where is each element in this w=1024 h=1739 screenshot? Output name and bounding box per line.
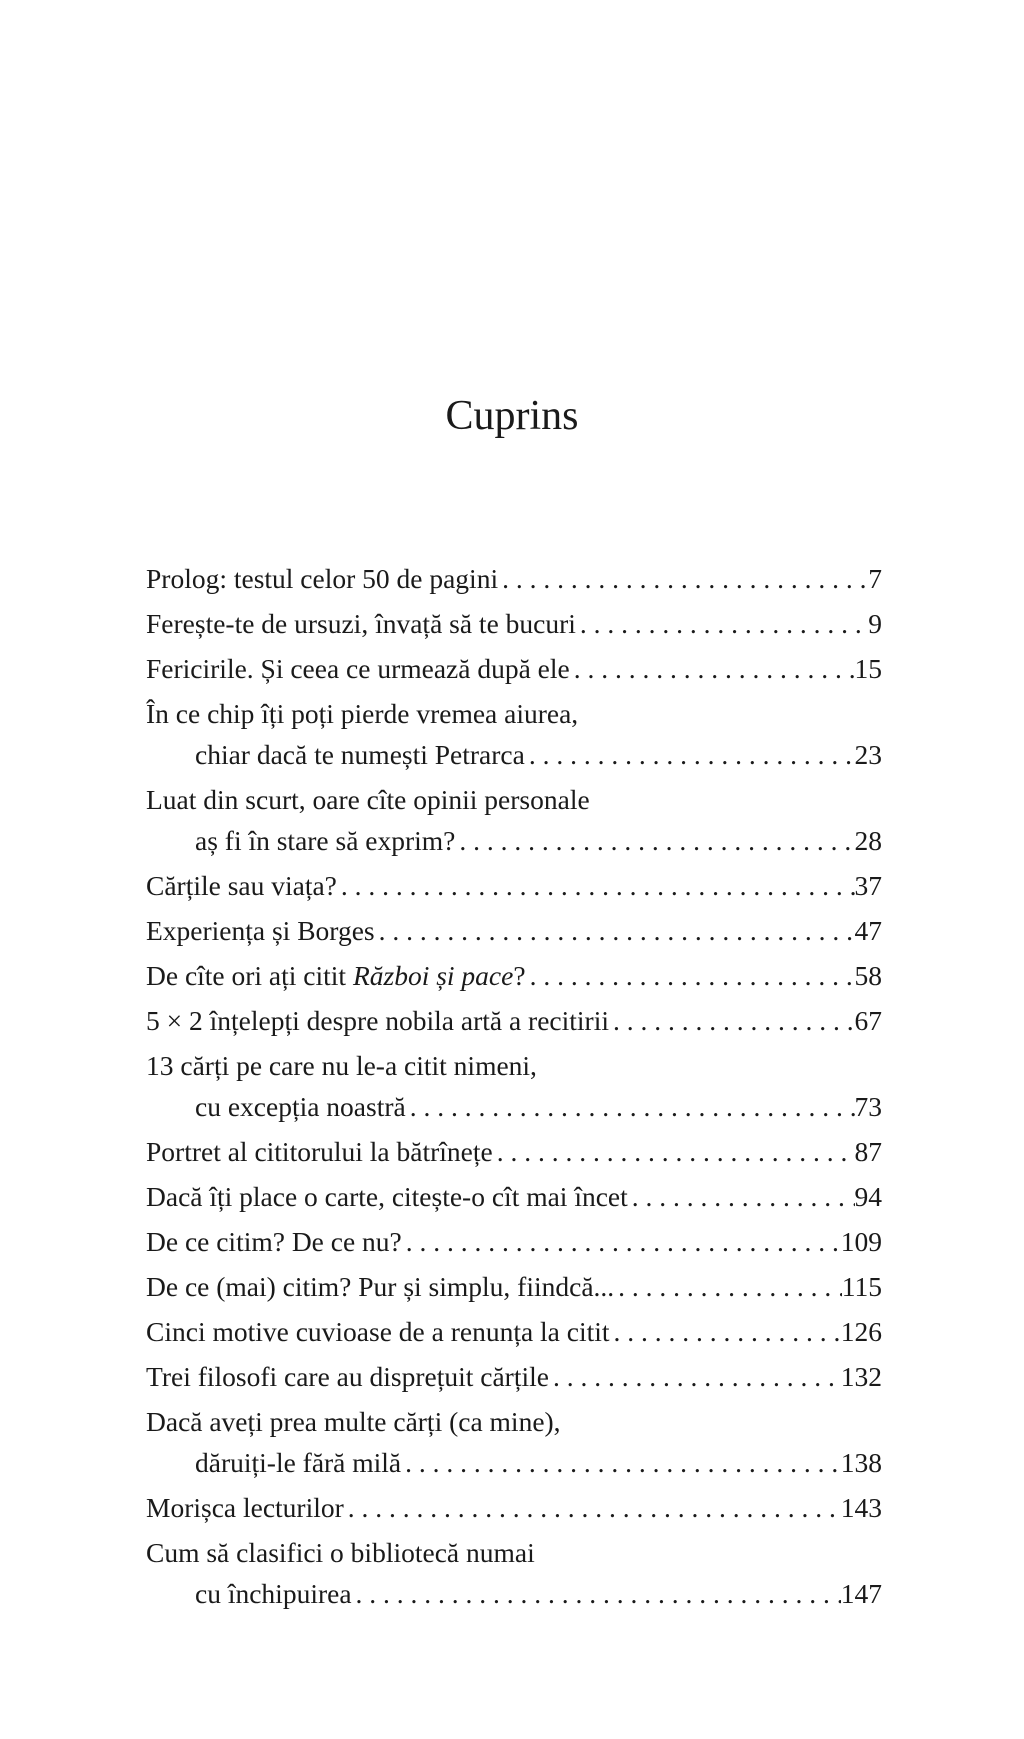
entry-title: aș fi în stare să exprim? (195, 825, 456, 856)
entry-title-text (146, 1356, 549, 1397)
dot-leader (352, 1573, 841, 1614)
toc-entry-line (146, 693, 882, 734)
page-number: 28 (854, 825, 882, 856)
toc-entry-line (146, 1266, 882, 1307)
toc-entry-line (146, 1442, 882, 1483)
entry-title: 13 cărți pe care nu le-a citit nimeni, (146, 1050, 537, 1081)
entry-title-text (146, 1000, 609, 1041)
entry-title: cu excepția noastră (195, 1091, 406, 1122)
entry-title-text (146, 1406, 561, 1437)
dot-leader (337, 865, 855, 906)
page-title: Cuprins (445, 393, 579, 439)
toc-entry-line (146, 1356, 882, 1397)
dot-leader (375, 910, 855, 951)
toc-entry-line (146, 1573, 882, 1614)
entry-title-text (195, 1086, 406, 1127)
toc-entry[interactable] (146, 1311, 882, 1352)
toc-entry-line (146, 1000, 882, 1041)
toc-entry-line (146, 1487, 882, 1528)
dot-leader (493, 1131, 855, 1172)
page-number: 126 (840, 1316, 882, 1347)
dot-leader (570, 648, 855, 689)
entry-title-text (146, 955, 526, 996)
entry-title: 5 × 2 înțelepți despre nobila artă a recitirii (146, 1005, 609, 1036)
entry-title: dăruiți-le fără milă (195, 1447, 402, 1478)
toc-entry-line (146, 558, 882, 599)
dot-leader (628, 1176, 855, 1217)
entry-title: Cum să clasifici o bibliotecă numai (146, 1537, 535, 1568)
entry-title: Cinci motive cuvioase de a renunța la citit (146, 1316, 610, 1347)
dot-leader (610, 1311, 841, 1352)
entry-title: Prolog: testul celor 50 de pagini (146, 563, 499, 594)
dot-leader (344, 1487, 841, 1528)
toc-entry[interactable] (146, 648, 882, 689)
dot-leader (526, 955, 855, 996)
entry-title: Luat din scurt, oare cîte opinii personale (146, 784, 590, 815)
page-number: 67 (854, 1005, 882, 1036)
toc-entry-line (146, 955, 882, 996)
page-number: 23 (854, 739, 882, 770)
toc-entry-line (146, 648, 882, 689)
entry-title-text (195, 734, 525, 775)
toc-entry-line (146, 1221, 882, 1262)
dot-leader (401, 1442, 841, 1483)
toc-entry[interactable] (146, 1176, 882, 1217)
toc-entry-line (146, 1176, 882, 1217)
entry-title: cu închipuirea (195, 1578, 352, 1609)
toc-entry[interactable] (146, 1000, 882, 1041)
toc-entry-line (146, 1131, 882, 1172)
entry-title: În ce chip îți poți pierde vremea aiurea, (146, 698, 579, 729)
entry-title: Cărțile sau viața? (146, 870, 337, 901)
toc-entry[interactable] (146, 1401, 882, 1483)
entry-title-text (146, 1311, 610, 1352)
toc-entry-line (146, 1086, 882, 1127)
dot-leader (498, 558, 868, 599)
entry-title: Ferește-te de ursuzi, învață să te bucuri (146, 608, 576, 639)
entry-title-suffix: ? (513, 960, 526, 991)
entry-title-text (195, 1442, 401, 1483)
entry-title-text (146, 1266, 614, 1307)
toc-entry[interactable] (146, 1356, 882, 1397)
dot-leader (576, 603, 868, 644)
toc-entry[interactable] (146, 955, 882, 996)
entry-title: De cîte ori ați citit (146, 960, 353, 991)
entry-title-text (146, 698, 578, 729)
dot-leader (455, 820, 854, 861)
dot-leader (406, 1086, 855, 1127)
toc-entry[interactable] (146, 1221, 882, 1262)
toc-entry-line (146, 820, 882, 861)
toc-entry[interactable] (146, 558, 882, 599)
entry-title: De ce (mai) citim? Pur și simplu, fiindcă... (146, 1271, 615, 1302)
entry-title-text (146, 648, 570, 689)
page-number: 115 (841, 1271, 882, 1302)
toc-entry-line (146, 779, 882, 820)
page-number: 58 (854, 960, 882, 991)
entry-title-italic: Război și pace (352, 960, 514, 991)
entry-title: De ce citim? De ce nu? (146, 1226, 402, 1257)
page-number: 109 (840, 1226, 882, 1257)
dot-leader (525, 734, 855, 775)
toc-entry[interactable] (146, 1045, 882, 1127)
entry-title: Morișca lecturilor (146, 1492, 344, 1523)
toc-entry-line (146, 1532, 882, 1573)
page-number: 47 (854, 915, 882, 946)
toc-entry[interactable] (146, 1487, 882, 1528)
dot-leader (614, 1266, 842, 1307)
entry-title-text (146, 1131, 493, 1172)
toc-entry[interactable] (146, 693, 882, 775)
entry-title: Dacă aveți prea multe cărți (ca mine), (146, 1406, 561, 1437)
dot-leader (609, 1000, 855, 1041)
toc-entry[interactable] (146, 1532, 882, 1614)
toc-entry[interactable] (146, 779, 882, 861)
entry-title-text (146, 1050, 537, 1081)
entry-title: Dacă îți place o carte, citește-o cît mai încet (146, 1181, 628, 1212)
page-number: 143 (840, 1492, 882, 1523)
page-number: 9 (868, 608, 882, 639)
entry-title-text (195, 1573, 352, 1614)
page-number: 73 (854, 1091, 882, 1122)
page-number: 147 (840, 1578, 882, 1609)
table-of-contents (146, 558, 882, 1614)
toc-entry[interactable] (146, 1266, 882, 1307)
entry-title-text (146, 1176, 628, 1217)
entry-title-text (146, 603, 576, 644)
toc-entry-line (146, 734, 882, 775)
entry-title: chiar dacă te numești Petrarca (195, 739, 525, 770)
entry-title-text (146, 910, 375, 951)
toc-entry[interactable] (146, 603, 882, 644)
page-number: 15 (854, 653, 882, 684)
entry-title-text (146, 865, 337, 906)
entry-title-text (146, 1537, 535, 1568)
dot-leader (402, 1221, 841, 1262)
page-number: 94 (854, 1181, 882, 1212)
dot-leader (549, 1356, 841, 1397)
entry-title-text (146, 558, 498, 599)
toc-entry[interactable] (146, 865, 882, 906)
toc-entry-line (146, 1045, 882, 1086)
entry-title: Portret al cititorului la bătrînețe (146, 1136, 493, 1167)
entry-title: Experiența și Borges (146, 915, 375, 946)
page-number: 7 (868, 563, 882, 594)
entry-title-text (146, 1487, 344, 1528)
page-number: 132 (840, 1361, 882, 1392)
entry-title: Trei filosofi care au disprețuit cărțile (146, 1361, 549, 1392)
entry-title-text (146, 784, 590, 815)
page-number: 87 (854, 1136, 882, 1167)
toc-entry-line (146, 603, 882, 644)
entry-title-text (146, 1221, 402, 1262)
toc-entry-line (146, 1401, 882, 1442)
toc-entry[interactable] (146, 910, 882, 951)
toc-entry-line (146, 865, 882, 906)
page-number: 138 (840, 1447, 882, 1478)
page-number: 37 (854, 870, 882, 901)
toc-entry[interactable] (146, 1131, 882, 1172)
entry-title: Fericirile. Și ceea ce urmează după ele (146, 653, 570, 684)
entry-title-text (195, 820, 455, 861)
toc-entry-line (146, 1311, 882, 1352)
toc-entry-line (146, 910, 882, 951)
